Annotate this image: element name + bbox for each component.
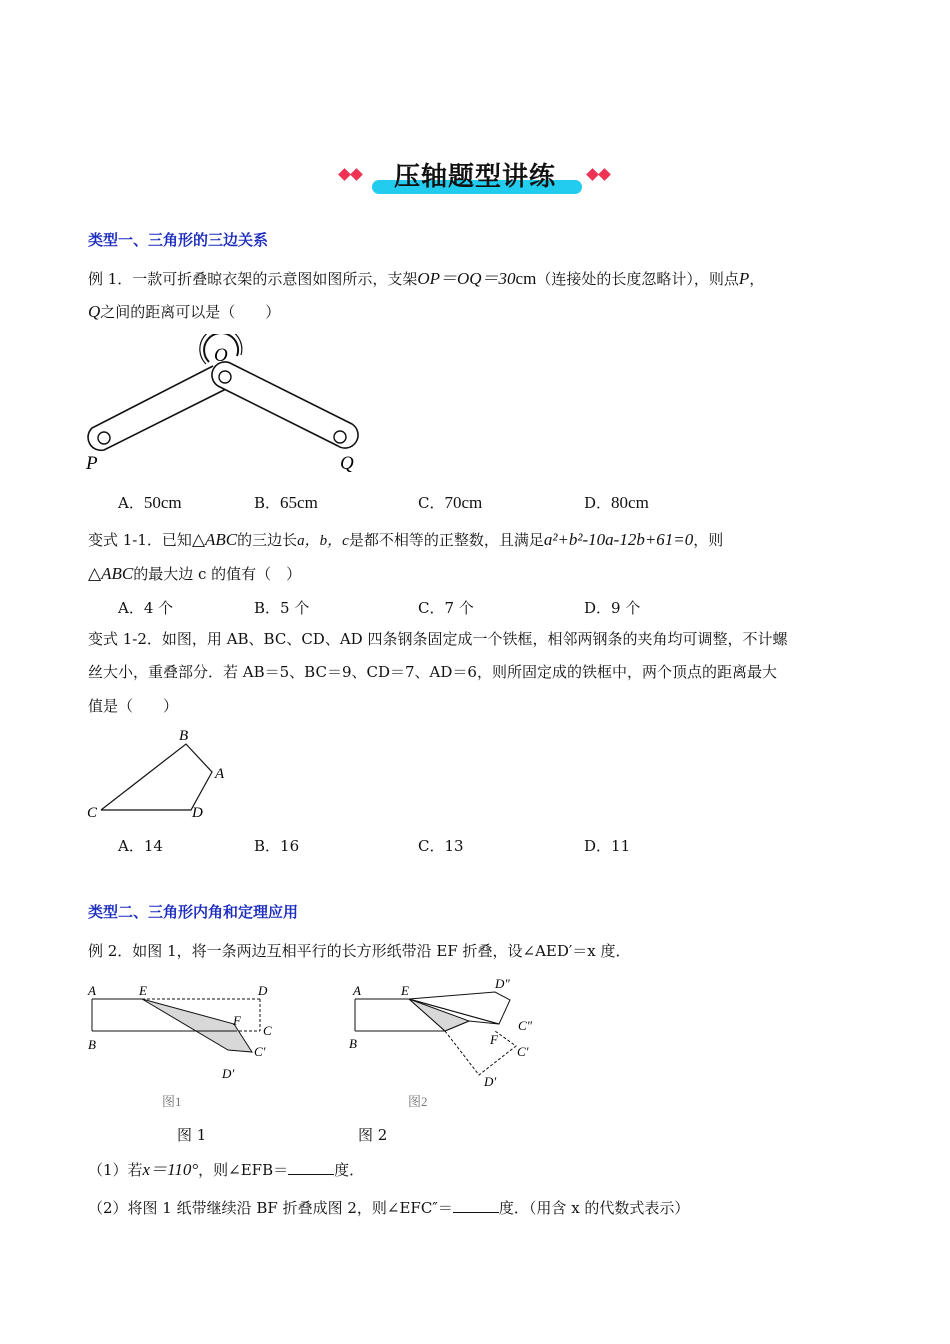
option-a[interactable]: A．14 xyxy=(118,837,163,855)
option-d[interactable]: D．11 xyxy=(584,837,631,855)
hanger-figure xyxy=(82,334,372,476)
variant-1-2-text-line2: 丝大小，重叠部分．若 AB＝5、BC＝9、CD＝7、AD＝6，则所固定成的铁框中，两个顶点的距离最大 xyxy=(88,663,777,681)
pivot-p xyxy=(98,432,110,444)
variant-1-1-text-line2 xyxy=(88,564,301,584)
page-title: 压轴题型讲练 xyxy=(393,162,556,192)
pivot-q xyxy=(334,431,346,443)
option-c[interactable]: C．70cm xyxy=(418,493,483,512)
math-vars: a，b，c xyxy=(297,533,349,549)
text: （连接处的长度忽略计），则点 xyxy=(536,270,739,288)
svg-text:B: B xyxy=(349,1036,357,1051)
section-heading: 类型一、三角形的三边关系 xyxy=(88,231,269,249)
label-a: A xyxy=(215,766,225,782)
option-d[interactable]: D．9 个 xyxy=(584,599,641,617)
section-heading: 类型二、三角形内角和定理应用 xyxy=(88,903,299,921)
text: 之间的距离可以是（ ） xyxy=(100,303,281,321)
svg-text:E: E xyxy=(401,983,409,998)
svg-text:D″: D″ xyxy=(495,976,510,991)
option-b[interactable]: B．5 个 xyxy=(254,599,310,617)
answer-blank[interactable] xyxy=(288,1160,334,1175)
math-triangle: △ABC xyxy=(88,564,134,583)
example-2-text: 例 2．如图 1，将一条两边互相平行的长方形纸带沿 EF 折叠，设∠AED′＝x 度． xyxy=(88,942,631,960)
pivot-o xyxy=(219,371,231,383)
math-equation: a²+b²-10a-12b+61=0 xyxy=(543,530,694,549)
math-var: P xyxy=(738,269,750,288)
option-a[interactable]: A．50cm xyxy=(118,493,182,512)
option-b[interactable]: B．65cm xyxy=(254,493,318,512)
option-c[interactable]: C．13 xyxy=(418,837,464,855)
label-d: D xyxy=(192,805,203,821)
quadrilateral-figure xyxy=(82,724,242,824)
svg-text:B: B xyxy=(88,1037,96,1052)
svg-text:图1: 图1 xyxy=(162,1094,182,1109)
svg-text:A: A xyxy=(88,983,96,998)
svg-text:C″: C″ xyxy=(518,1018,533,1033)
math-triangle: △ABC xyxy=(191,530,238,549)
variant-1-2-text-line3: 值是（ ） xyxy=(88,697,179,715)
text: 的最大边 c 的值有（ ） xyxy=(133,565,302,583)
svg-text:D′: D′ xyxy=(484,1074,497,1089)
example-1-text-line2 xyxy=(88,302,280,322)
label-p: P xyxy=(86,453,98,474)
figure-2-caption: 图 2 xyxy=(358,1126,388,1144)
text: ， xyxy=(749,270,765,288)
text: 变式 1-1．已知 xyxy=(88,531,192,549)
variant-1-1-text xyxy=(88,530,723,551)
svg-text:D′: D′ xyxy=(222,1066,235,1081)
svg-text:E: E xyxy=(139,983,147,998)
svg-text:C: C xyxy=(263,1023,272,1038)
label-b: B xyxy=(179,728,189,744)
svg-text:A: A xyxy=(353,983,361,998)
label-o: O xyxy=(214,345,228,366)
option-d[interactable]: D．80cm xyxy=(584,493,649,512)
frame xyxy=(101,744,212,810)
text: ，则 xyxy=(693,531,724,549)
math-expression: OP＝OQ＝30 xyxy=(417,269,516,288)
svg-text:C′: C′ xyxy=(254,1044,266,1059)
math-var: Q xyxy=(88,302,101,321)
svg-text:C′: C′ xyxy=(517,1044,529,1059)
label-q: Q xyxy=(340,453,354,474)
text: 的三边长 xyxy=(237,531,298,549)
unit: cm xyxy=(515,269,537,288)
svg-text:D: D xyxy=(258,983,268,998)
answer-blank[interactable] xyxy=(453,1198,499,1213)
question-2: （2）将图 1 纸带继续沿 BF 折叠成图 2，则∠EFC″＝ 度．（用含 x 的代数式表示） xyxy=(88,1199,690,1217)
label-c: C xyxy=(87,805,98,821)
figure-1-caption: 图 1 xyxy=(177,1126,207,1144)
fold-figure-2 xyxy=(345,970,560,1115)
text: 例 1．一款可折叠晾衣架的示意图如图所示，支架 xyxy=(88,270,418,288)
page-title-banner xyxy=(330,152,620,204)
math-expression: x＝110° xyxy=(142,1160,199,1179)
example-1-text xyxy=(88,269,764,289)
text: 是都不相等的正整数，且满足 xyxy=(348,531,544,549)
svg-text:图2: 图2 xyxy=(408,1094,428,1109)
variant-1-2-text: 变式 1-2．如图，用 AB、BC、CD、AD 四条钢条固定成一个铁框，相邻两钢条的夹角均可调整，不计螺 xyxy=(88,630,788,648)
question-1: （1）若x＝110°，则∠EFB＝ 度． xyxy=(88,1160,365,1179)
option-b[interactable]: B．16 xyxy=(254,837,300,855)
option-c[interactable]: C．7 个 xyxy=(418,599,474,617)
svg-text:F: F xyxy=(233,1013,241,1028)
svg-text:F: F xyxy=(490,1032,498,1047)
fold-figure-1 xyxy=(84,978,284,1113)
option-a[interactable]: A．4 个 xyxy=(118,599,174,617)
